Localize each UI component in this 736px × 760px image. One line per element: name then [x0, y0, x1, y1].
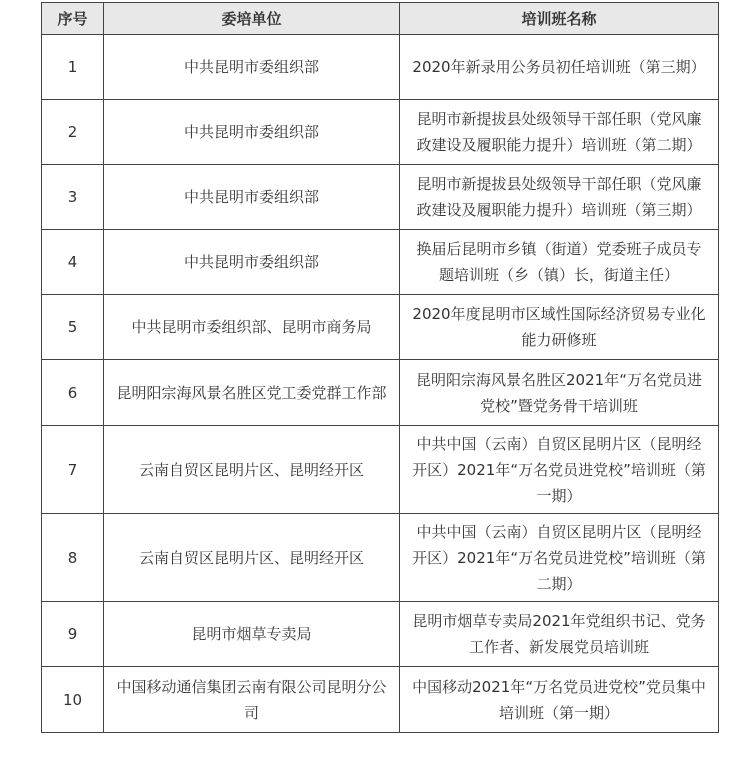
row-unit: 云南自贸区昆明片区、昆明经开区: [104, 514, 400, 602]
row-index: 4: [42, 230, 104, 295]
table-row: [42, 295, 719, 360]
row-unit: 中共昆明市委组织部、昆明市商务局: [104, 295, 400, 360]
row-unit: 中共昆明市委组织部: [104, 230, 400, 295]
table-row: [42, 514, 719, 602]
table-row: [42, 230, 719, 295]
row-unit: 中共昆明市委组织部: [104, 35, 400, 100]
row-course: 中国移动2021年“万名党员进党校”党员集中培训班（第一期）: [400, 667, 719, 733]
row-course: 换届后昆明市乡镇（街道）党委班子成员专题培训班（乡（镇）长，街道主任）: [400, 230, 719, 295]
table-row: [42, 165, 719, 230]
row-course: 2020年度昆明市区域性国际经济贸易专业化能力研修班: [400, 295, 719, 360]
table-row: [42, 602, 719, 667]
row-unit: 中共昆明市委组织部: [104, 165, 400, 230]
row-course: 昆明市新提拔县处级领导干部任职（党风廉政建设及履职能力提升）培训班（第三期）: [400, 165, 719, 230]
row-index: 1: [42, 35, 104, 100]
row-index: 8: [42, 514, 104, 602]
row-unit: 中共昆明市委组织部: [104, 100, 400, 165]
row-course: 昆明阳宗海风景名胜区2021年“万名党员进党校”暨党务骨干培训班: [400, 360, 719, 426]
header-course: 培训班名称: [400, 3, 719, 35]
row-unit: 昆明阳宗海风景名胜区党工委党群工作部: [104, 360, 400, 426]
row-unit: 云南自贸区昆明片区、昆明经开区: [104, 426, 400, 514]
header-unit: 委培单位: [104, 3, 400, 35]
row-course: 昆明市烟草专卖局2021年党组织书记、党务工作者、新发展党员培训班: [400, 602, 719, 667]
table-row: [42, 426, 719, 514]
row-index: 9: [42, 602, 104, 667]
row-course: 昆明市新提拔县处级领导干部任职（党风廉政建设及履职能力提升）培训班（第二期）: [400, 100, 719, 165]
table-row: [42, 35, 719, 100]
table-header-row: [42, 3, 719, 35]
table-row: [42, 360, 719, 426]
row-course: 2020年新录用公务员初任培训班（第三期）: [400, 35, 719, 100]
row-index: 5: [42, 295, 104, 360]
row-unit: 昆明市烟草专卖局: [104, 602, 400, 667]
row-unit: 中国移动通信集团云南有限公司昆明分公司: [104, 667, 400, 733]
row-index: 6: [42, 360, 104, 426]
row-course: 中共中国（云南）自贸区昆明片区（昆明经开区）2021年“万名党员进党校”培训班（第一期）: [400, 426, 719, 514]
table-row: [42, 100, 719, 165]
row-index: 3: [42, 165, 104, 230]
row-index: 2: [42, 100, 104, 165]
training-table: [41, 2, 719, 733]
row-course: 中共中国（云南）自贸区昆明片区（昆明经开区）2021年“万名党员进党校”培训班（第二期）: [400, 514, 719, 602]
row-index: 10: [42, 667, 104, 733]
row-index: 7: [42, 426, 104, 514]
header-index: 序号: [42, 3, 104, 35]
table-row: [42, 667, 719, 733]
